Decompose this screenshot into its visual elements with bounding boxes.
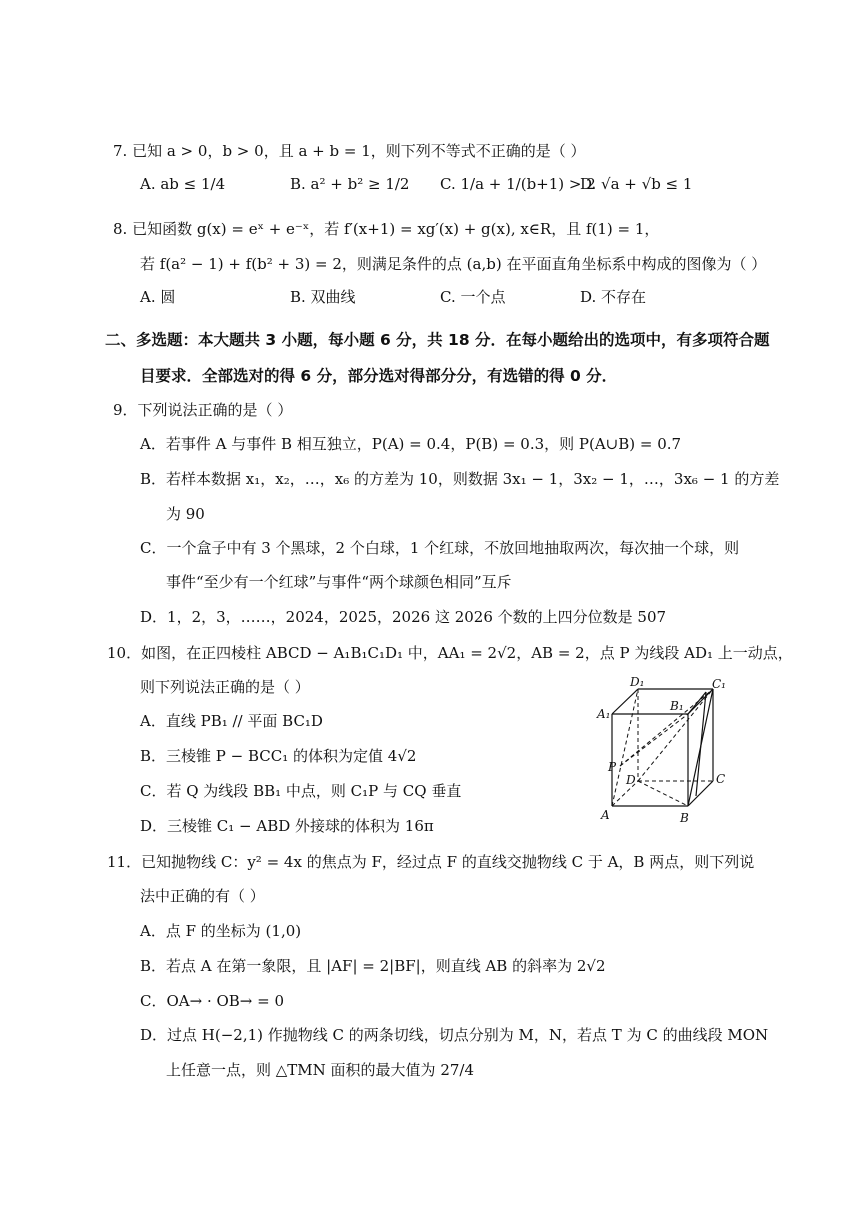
q7-option-d: D. √a + √b ≤ 1 (580, 175, 693, 193)
q8-stem-line2: 若 f(a² − 1) + f(b² + 3) = 2，则满足条件的点 (a,b) 在平面直角坐标系中构成的图像为（ ） (140, 255, 767, 273)
q7-stem: 7. 已知 a > 0，b > 0，且 a + b = 1，则下列不等式不正确的是（ ） (113, 142, 586, 160)
q9-option-c-line2: 事件“至少有一个红球”与事件“两个球颜色相同”互斥 (166, 573, 512, 591)
edge-b-c (688, 781, 713, 806)
q9-stem: 9．下列说法正确的是（ ） (113, 401, 293, 419)
q11-option-d-line1: D．过点 H(−2,1) 作抛物线 C 的两条切线，切点分别为 M，N，若点 T 为 C 的曲线段 MON (140, 1026, 769, 1044)
q9-option-d: D．1，2，3，……，2024，2025，2026 这 2026 个数的上四分位数是 507 (140, 608, 667, 626)
section-heading-line1: 二、多选题：本大题共 3 小题，每小题 6 分，共 18 分．在每小题给出的选项中，有多项符合题 (105, 331, 770, 349)
label-p: P (608, 760, 617, 774)
q9-option-a: A．若事件 A 与事件 B 相互独立，P(A) = 0.4，P(B) = 0.3，则 P(A∪B) = 0.7 (140, 435, 682, 453)
label-d: D (626, 773, 636, 787)
edge-b1-c1-inner (688, 692, 706, 714)
q8-stem-line1: 8. 已知函数 g(x) = eˣ + e⁻ˣ，若 f′(x+1) = xg′(x) + g(x), x∈R，且 f(1) = 1， (113, 220, 660, 238)
q7-option-a: A. ab ≤ 1/4 (140, 175, 226, 193)
label-b1: B₁ (670, 699, 684, 713)
q11-stem-line2: 法中正确的有（ ） (140, 887, 265, 905)
q11-option-c: C．OA→ · OB→ = 0 (140, 992, 285, 1010)
q10-option-a: A．直线 PB₁ // 平面 BC₁D (140, 712, 323, 730)
q10-stem-line2: 则下列说法正确的是（ ） (140, 678, 310, 696)
q11-option-d-line2: 上任意一点，则 △TMN 面积的最大值为 27/4 (166, 1061, 475, 1079)
q7-option-b: B. a² + b² ≥ 1/2 (290, 175, 410, 193)
label-d1: D₁ (630, 676, 645, 689)
edge-a-d1-hidden (612, 689, 638, 806)
prism-figure (596, 676, 736, 826)
q8-option-a: A. 圆 (140, 288, 176, 306)
label-a1: A₁ (597, 707, 611, 721)
q8-option-b: B. 双曲线 (290, 288, 356, 306)
edge-d-b-hidden (638, 781, 688, 806)
edge-a1-d1 (612, 689, 638, 714)
q8-option-c: C. 一个点 (440, 288, 506, 306)
label-c1: C₁ (712, 677, 726, 691)
label-a: A (601, 808, 610, 822)
q8-option-d: D. 不存在 (580, 288, 647, 306)
q10-option-c: C．若 Q 为线段 BB₁ 中点，则 C₁P 与 CQ 垂直 (140, 782, 462, 800)
q10-option-d: D．三棱锥 C₁ − ABD 外接球的体积为 16π (140, 817, 434, 835)
q10-stem-line1: 10．如图，在正四棱柱 ABCD − A₁B₁C₁D₁ 中，AA₁ = 2√2，AB = 2，点 P 为线段 AD₁ 上一动点， (107, 644, 793, 662)
label-c: C (716, 772, 726, 786)
q9-option-b-line2: 为 90 (166, 505, 205, 523)
q10-option-b: B．三棱锥 P − BCC₁ 的体积为定值 4√2 (140, 747, 417, 765)
label-b: B (680, 811, 689, 825)
q11-option-b: B．若点 A 在第一象限，且 |AF| = 2|BF|，则直线 AB 的斜率为 2√2 (140, 957, 606, 975)
q11-stem-line1: 11．已知抛物线 C：y² = 4x 的焦点为 F，经过点 F 的直线交抛物线 C 于 A，B 两点，则下列说 (107, 853, 755, 871)
q7-option-c: C. 1/a + 1/(b+1) > 2 (440, 175, 596, 193)
q9-option-b-line1: B．若样本数据 x₁，x₂，…，x₆ 的方差为 10，则数据 3x₁ − 1，3x₂ − 1，…，3x₆ − 1 的方差 (140, 470, 780, 488)
q9-option-c-line1: C．一个盒子中有 3 个黑球，2 个白球，1 个红球，不放回地抽取两次，每次抽一个球，则 (140, 539, 740, 557)
section-heading-line2: 目要求．全部选对的得 6 分，部分选对得部分分，有选错的得 0 分． (140, 367, 618, 385)
q11-option-a: A．点 F 的坐标为 (1,0) (140, 922, 302, 940)
